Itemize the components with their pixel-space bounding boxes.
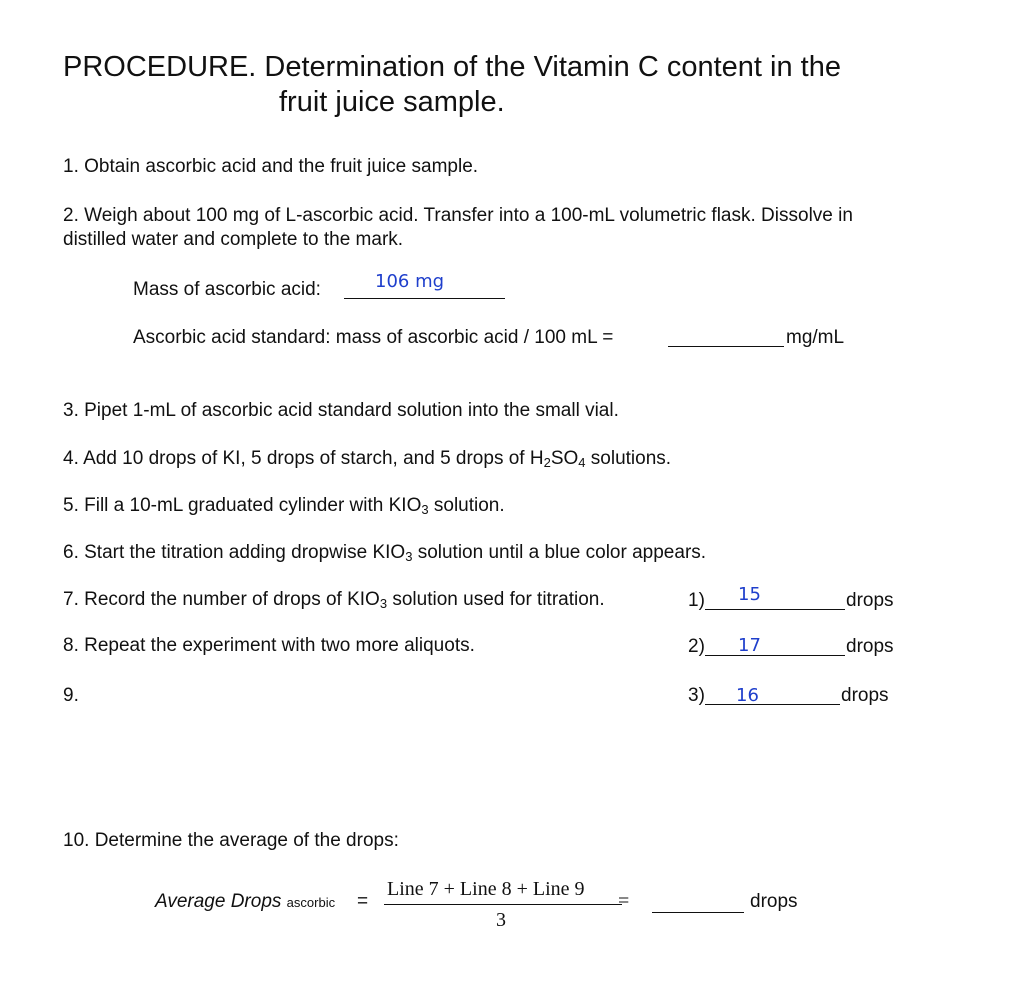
step-6-sub: 3 xyxy=(405,549,413,564)
step-5-text-a: 5. Fill a 10-mL graduated cylinder with KIO xyxy=(63,495,422,516)
trial-2-value: 17 xyxy=(738,635,761,656)
mass-label: Mass of ascorbic acid: xyxy=(133,279,321,300)
formula-denominator: 3 xyxy=(496,909,506,931)
step-10: 10. Determine the average of the drops: xyxy=(63,830,399,851)
step-5-text-b: solution. xyxy=(428,495,505,516)
step-4-sub-b: 4 xyxy=(578,455,586,470)
trial-3-label: 3) xyxy=(688,685,705,706)
mass-blank xyxy=(344,298,505,299)
formula-lhs xyxy=(155,890,335,915)
step-4-text-b: SO xyxy=(550,448,579,469)
step-4-text-a: 4. Add 10 drops of KI, 5 drops of starch, and 5 drops of H xyxy=(63,448,544,469)
step-5 xyxy=(63,494,505,518)
trial-2-unit: drops xyxy=(846,636,894,657)
trial-3-value: 16 xyxy=(736,685,759,706)
standard-blank xyxy=(668,346,784,347)
formula-lhs-sub: ascorbic xyxy=(286,895,336,910)
page-title: PROCEDURE. Determination of the Vitamin C content in the xyxy=(63,51,841,83)
step-2-line-2: distilled water and complete to the mark. xyxy=(63,229,404,250)
step-4-sub-a: 2 xyxy=(543,455,551,470)
step-7 xyxy=(63,588,605,612)
trial-2-label: 2) xyxy=(688,636,705,657)
formula-equals-1: = xyxy=(357,891,369,912)
step-7-text-a: 7. Record the number of drops of KIO xyxy=(63,589,380,610)
formula-numerator: Line 7 + Line 8 + Line 9 xyxy=(387,878,585,900)
step-2-line-1: 2. Weigh about 100 mg of L-ascorbic acid. Transfer into a 100-mL volumetric flask. Dissolve in xyxy=(63,205,853,226)
step-8: 8. Repeat the experiment with two more aliquots. xyxy=(63,635,475,656)
trial-1-blank xyxy=(705,609,845,610)
step-9: 9. xyxy=(63,685,79,706)
step-7-sub: 3 xyxy=(379,596,388,611)
trial-2-blank xyxy=(705,655,845,656)
step-6-text-a: 6. Start the titration adding dropwise KIO xyxy=(63,542,406,563)
step-6-text-b: solution until a blue color appears. xyxy=(412,542,707,563)
formula-fraction-bar xyxy=(384,904,622,905)
formula-unit: drops xyxy=(750,891,798,912)
mass-value: 106 mg xyxy=(375,271,445,292)
trial-3-blank xyxy=(705,704,840,705)
step-6 xyxy=(63,541,706,565)
step-1: 1. Obtain ascorbic acid and the fruit juice sample. xyxy=(63,156,479,177)
trial-1-value: 15 xyxy=(738,584,761,605)
formula-answer-blank xyxy=(652,912,744,913)
standard-label: Ascorbic acid standard: mass of ascorbic acid / 100 mL = xyxy=(133,327,614,348)
step-3: 3. Pipet 1-mL of ascorbic acid standard solution into the small vial. xyxy=(63,400,619,421)
trial-1-label: 1) xyxy=(688,590,705,611)
trial-1-unit: drops xyxy=(846,590,894,611)
trial-3-unit: drops xyxy=(841,685,889,706)
step-4 xyxy=(63,447,671,471)
standard-unit: mg/mL xyxy=(786,327,845,348)
page-subtitle: fruit juice sample. xyxy=(279,86,505,118)
step-4-text-c: solutions. xyxy=(585,448,672,469)
formula-equals-2: = xyxy=(618,890,630,912)
formula-lhs-text: Average Drops xyxy=(155,891,282,912)
step-5-sub: 3 xyxy=(421,502,429,517)
step-7-text-b: solution used for titration. xyxy=(387,589,605,610)
